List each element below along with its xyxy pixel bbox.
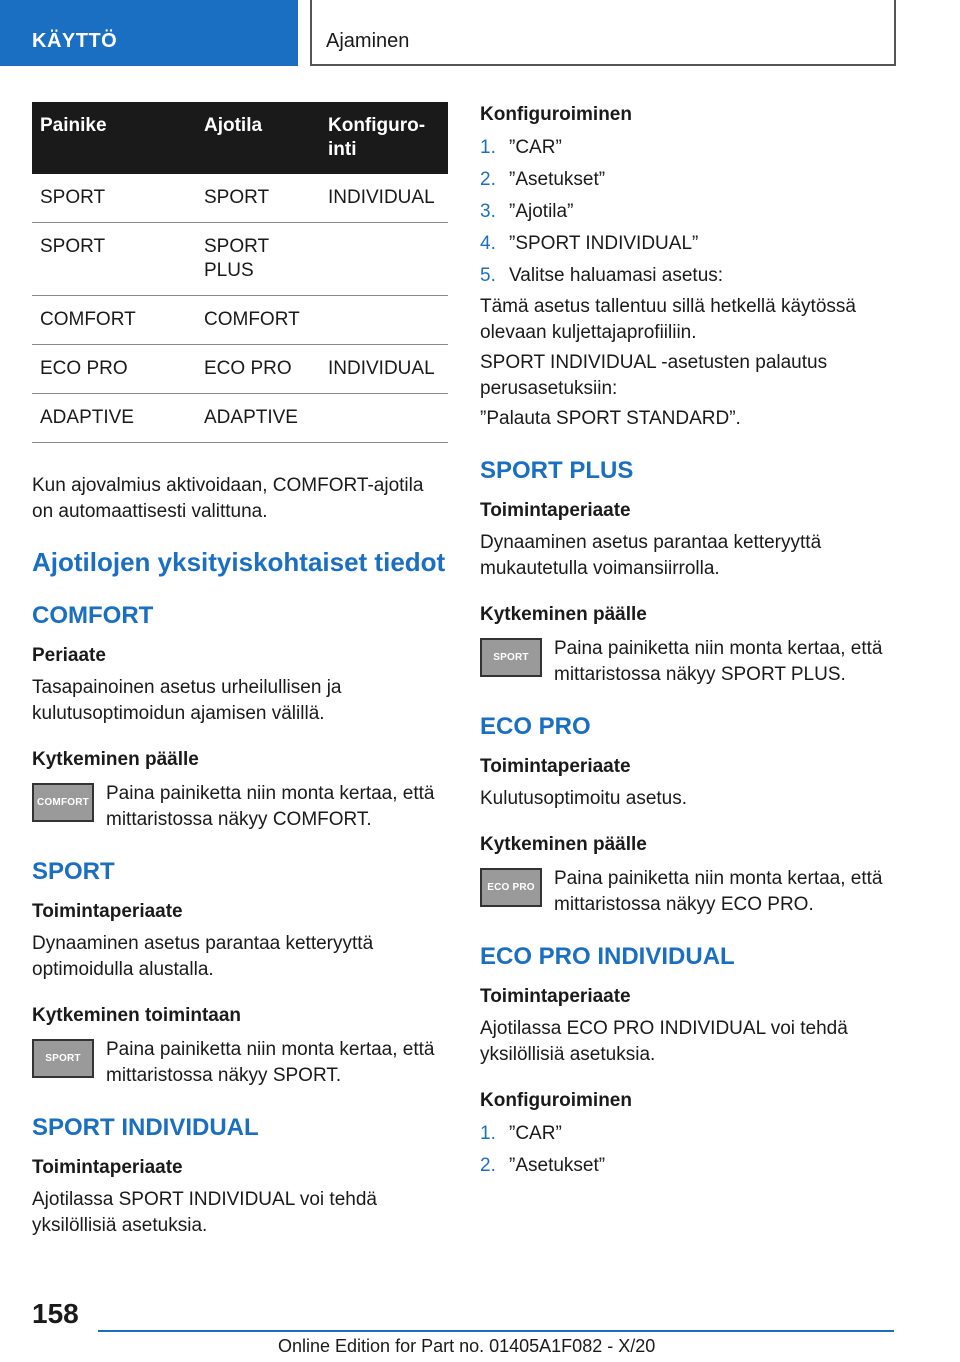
step-text: ”CAR” xyxy=(509,1123,562,1144)
table-header-cell: Ajotila xyxy=(196,102,320,174)
table-header-cell: Painike xyxy=(32,102,196,174)
table-cell xyxy=(320,394,448,443)
step-text: ”Asetukset” xyxy=(509,1155,606,1176)
config-note: Tämä asetus tallentuu sillä hetkellä käytössä olevaan kuljettajaprofiiliin. xyxy=(480,296,856,343)
page-number: 158 xyxy=(32,1298,79,1329)
reset-value: ”Palauta SPORT STANDARD”. xyxy=(480,408,741,429)
list-item xyxy=(480,1150,896,1182)
eco-pro-heading: ECO PRO xyxy=(480,713,591,740)
eco-pro-activate-row xyxy=(480,866,896,918)
comfort-activate-text: Paina painiketta niin monta kertaa, että mittaristossa näkyy COMFORT. xyxy=(106,783,435,830)
step-number: 3. xyxy=(480,201,496,222)
step-number: 4. xyxy=(480,233,496,254)
sport-principle-label: Toimintaperiaate xyxy=(32,901,183,922)
sport-plus-activate-text: Paina painiketta niin monta kertaa, että mittaristossa näkyy SPORT PLUS. xyxy=(554,638,883,685)
step-number: 1. xyxy=(480,1123,496,1144)
table-cell: ADAPTIVE xyxy=(196,394,320,443)
eco-pro-individual-heading: ECO PRO INDIVIDUAL xyxy=(480,943,735,970)
table-cell: INDIVIDUAL xyxy=(320,345,448,394)
step-text: ”CAR” xyxy=(509,137,562,158)
eco-pro-individual-config-label: Konfiguroiminen xyxy=(480,1090,632,1111)
sport-plus-principle-text: Dynaaminen asetus parantaa ketteryyttä mukautetulla voimansiirrolla. xyxy=(480,532,822,579)
step-number: 2. xyxy=(480,1155,496,1176)
drive-mode-table xyxy=(32,102,448,443)
eco-pro-principle-text: Kulutusoptimoitu asetus. xyxy=(480,788,688,809)
step-text: ”SPORT INDIVIDUAL” xyxy=(509,233,699,254)
table-cell: ADAPTIVE xyxy=(32,394,196,443)
table-header-cell: Konfiguro-inti xyxy=(320,102,448,174)
comfort-button-label: COMFORT xyxy=(37,797,89,808)
chapter-title: Ajaminen xyxy=(326,30,410,52)
table-row xyxy=(32,223,448,296)
table-cell: COMFORT xyxy=(196,296,320,345)
list-item xyxy=(480,132,896,164)
table-cell: COMFORT xyxy=(32,296,196,345)
table-cell: SPORT xyxy=(32,223,196,296)
list-item xyxy=(480,228,896,260)
list-item xyxy=(480,196,896,228)
sport-individual-heading: SPORT INDIVIDUAL xyxy=(32,1114,259,1141)
table-cell: INDIVIDUAL xyxy=(320,174,448,223)
eco-pro-individual-principle-label: Toimintaperiaate xyxy=(480,986,631,1007)
table-cell: SPORT xyxy=(32,174,196,223)
footer-divider xyxy=(98,1330,894,1332)
sport-plus-button-label: SPORT xyxy=(493,652,529,663)
table-cell: ECO PRO xyxy=(32,345,196,394)
eco-pro-principle-label: Toimintaperiaate xyxy=(480,756,631,777)
table-row xyxy=(32,345,448,394)
table-cell xyxy=(320,296,448,345)
eco-pro-activate-label: Kytkeminen päälle xyxy=(480,834,647,855)
eco-pro-activate-text: Paina painiketta niin monta kertaa, että mittaristossa näkyy ECO PRO. xyxy=(554,868,883,915)
list-item xyxy=(480,164,896,196)
eco-pro-individual-principle-text: Ajotilassa ECO PRO INDIVIDUAL voi tehdä yksilöllisiä asetuksia. xyxy=(480,1018,848,1065)
table-cell: SPORT PLUS xyxy=(196,223,320,296)
step-number: 1. xyxy=(480,137,496,158)
eco-pro-button-icon xyxy=(480,868,542,907)
step-text: Valitse haluamasi asetus: xyxy=(509,265,724,286)
config-label: Konfiguroiminen xyxy=(480,104,632,125)
comfort-heading: COMFORT xyxy=(32,602,154,629)
sport-heading: SPORT xyxy=(32,858,115,885)
sport-button-icon xyxy=(32,1039,94,1078)
comfort-button-icon xyxy=(32,783,94,822)
list-item xyxy=(480,260,896,292)
table-row xyxy=(32,394,448,443)
sport-plus-principle-label: Toimintaperiaate xyxy=(480,500,631,521)
right-column xyxy=(480,102,896,1182)
sport-individual-principle-text: Ajotilassa SPORT INDIVIDUAL voi tehdä yksilöllisiä asetuksia. xyxy=(32,1189,377,1236)
list-item xyxy=(480,1118,896,1150)
table-cell xyxy=(320,223,448,296)
sport-activate-label: Kytkeminen toimintaan xyxy=(32,1005,242,1026)
comfort-principle-text: Tasapainoinen asetus urheilullisen ja kulutusoptimoidun ajamisen välillä. xyxy=(32,677,342,724)
table-header-row xyxy=(32,102,448,174)
step-text: ”Asetukset” xyxy=(509,169,606,190)
sport-plus-activate-row xyxy=(480,636,896,688)
sport-individual-principle-label: Toimintaperiaate xyxy=(32,1157,183,1178)
step-number: 2. xyxy=(480,169,496,190)
table-row xyxy=(32,174,448,223)
table-cell: ECO PRO xyxy=(196,345,320,394)
step-number: 5. xyxy=(480,265,496,286)
footer-edition: Online Edition for Part no. 01405A1F082 - X/20 xyxy=(278,1336,656,1356)
intro-paragraph: Kun ajovalmius aktivoidaan, COMFORT-ajotila on automaattisesti valittuna. xyxy=(32,475,424,522)
table-cell: SPORT xyxy=(196,174,320,223)
reset-text: SPORT INDIVIDUAL -asetusten palautus perusasetuksiin: xyxy=(480,352,828,399)
sport-plus-heading: SPORT PLUS xyxy=(480,457,634,484)
comfort-activate-row xyxy=(32,781,448,833)
chapter-tab xyxy=(310,0,896,66)
sport-button-label: SPORT xyxy=(45,1053,81,1064)
sport-activate-text: Paina painiketta niin monta kertaa, että mittaristossa näkyy SPORT. xyxy=(106,1039,435,1086)
sport-plus-activate-label: Kytkeminen päälle xyxy=(480,604,647,625)
section-tab xyxy=(0,0,298,66)
sport-principle-text: Dynaaminen asetus parantaa ketteryyttä optimoidulla alustalla. xyxy=(32,933,374,980)
comfort-principle-label: Periaate xyxy=(32,645,106,666)
main-heading: Ajotilojen yksityiskohtaiset tiedot xyxy=(32,547,446,577)
sport-activate-row xyxy=(32,1037,448,1089)
sport-plus-button-icon xyxy=(480,638,542,677)
eco-pro-button-label: ECO PRO xyxy=(487,882,535,893)
table-row xyxy=(32,296,448,345)
eco-pro-individual-config-steps xyxy=(480,1118,896,1182)
left-column xyxy=(32,102,448,1239)
section-title: KÄYTTÖ xyxy=(32,30,118,52)
config-steps xyxy=(480,132,896,292)
comfort-activate-label: Kytkeminen päälle xyxy=(32,749,199,770)
step-text: ”Ajotila” xyxy=(509,201,574,222)
